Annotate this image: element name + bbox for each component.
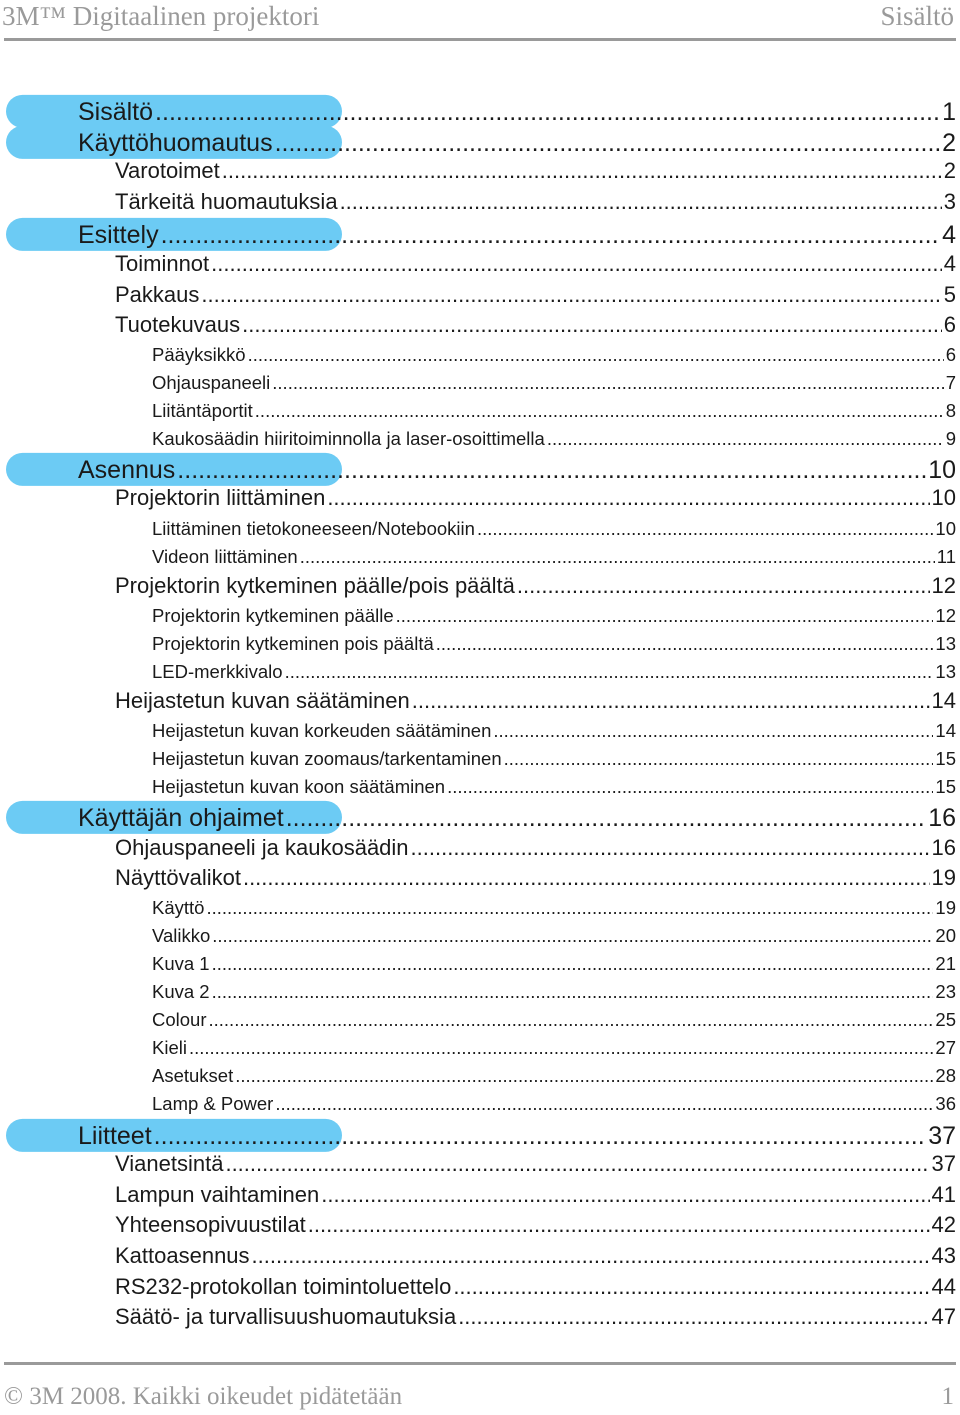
toc-entry-title: Liitteet: [78, 1121, 152, 1150]
toc-section-entry[interactable]: [115, 1182, 956, 1208]
document-title: 3M™ Digitaalinen projektori: [2, 1, 320, 31]
toc-section-entry[interactable]: [115, 189, 956, 215]
toc-page-number: 15: [935, 747, 956, 769]
toc-page-number: 4: [943, 251, 956, 277]
toc-section-entry[interactable]: [115, 1243, 956, 1269]
toc-entry-title: Pääyksikkö: [152, 343, 246, 365]
toc-section-entry[interactable]: [115, 485, 956, 511]
toc-page-number: 14: [935, 719, 956, 741]
toc-page-number: 2: [942, 128, 956, 157]
dot-leader: [300, 546, 935, 568]
dot-leader: [412, 688, 930, 714]
toc-entry-title: Kieli: [152, 1036, 187, 1058]
toc-page-number: 19: [935, 896, 956, 918]
toc-subsection-entry[interactable]: [152, 633, 956, 655]
toc-section-entry[interactable]: [115, 312, 956, 338]
toc-entry-title: Kuva 2: [152, 980, 210, 1002]
toc-section-entry[interactable]: [115, 835, 956, 861]
dot-leader: [285, 661, 934, 683]
toc-page-number: 21: [935, 952, 956, 974]
toc-entry-title: Käyttäjän ohjaimet: [78, 803, 284, 832]
dot-leader: [272, 372, 943, 394]
toc-subsection-entry[interactable]: [152, 546, 956, 568]
toc-page-number: 1: [942, 97, 956, 126]
toc-subsection-entry[interactable]: [152, 981, 956, 1003]
toc-subsection-entry[interactable]: [152, 1093, 956, 1115]
dot-leader: [252, 1243, 930, 1269]
dot-leader: [327, 485, 929, 511]
toc-page-number: 27: [935, 1036, 956, 1058]
dot-leader: [201, 282, 941, 308]
dot-leader: [458, 1304, 929, 1330]
toc-page-number: 41: [931, 1182, 956, 1208]
toc-section-entry[interactable]: [115, 1212, 956, 1238]
toc-page-number: 37: [928, 1121, 956, 1150]
toc-entry-title: Heijastetun kuvan zoomaus/tarkentaminen: [152, 747, 502, 769]
toc-section-entry[interactable]: [115, 573, 956, 599]
toc-page-number: 43: [931, 1243, 956, 1269]
toc-entry-title: LED-merkkivalo: [152, 660, 283, 682]
toc-section-entry[interactable]: [115, 1304, 956, 1330]
toc-chapter-entry[interactable]: [78, 97, 956, 127]
toc-page-number: 10: [931, 485, 956, 511]
toc-entry-title: Lamp & Power: [152, 1092, 274, 1114]
toc-entry-title: Asennus: [78, 455, 176, 484]
toc-section-entry[interactable]: [115, 282, 956, 308]
dot-leader: [517, 573, 930, 599]
toc-page-number: 28: [935, 1064, 956, 1086]
toc-page-number: 10: [935, 517, 956, 539]
dot-leader: [396, 605, 934, 627]
toc-page-number: 14: [931, 688, 956, 714]
toc-entry-title: Sisältö: [78, 97, 154, 126]
dot-leader: [242, 312, 942, 338]
toc-page-number: 42: [931, 1212, 956, 1238]
toc-subsection-entry[interactable]: [152, 720, 956, 742]
toc-entry-title: Heijastetun kuvan korkeuden säätäminen: [152, 719, 492, 741]
toc-page-number: 44: [931, 1274, 956, 1300]
toc-page-number: 9: [945, 427, 956, 449]
dot-leader: [255, 400, 944, 422]
toc-page-number: 16: [931, 835, 956, 861]
toc-entry-title: Heijastetun kuvan säätäminen: [115, 688, 410, 714]
dot-leader: [477, 518, 933, 540]
toc-page-number: 7: [945, 371, 956, 393]
toc-page-number: 36: [935, 1092, 956, 1114]
toc-page-number: 25: [935, 1008, 956, 1030]
toc-entry-title: Yhteensopivuustilat: [115, 1212, 306, 1238]
toc-entry-title: Pakkaus: [115, 282, 200, 308]
toc-entry-title: Kuva 1: [152, 952, 210, 974]
toc-entry-title: Kattoasennus: [115, 1243, 250, 1269]
toc-section-entry[interactable]: [115, 865, 956, 891]
toc-subsection-entry[interactable]: [152, 953, 956, 975]
toc-entry-title: Säätö- ja turvallisuushuomautuksia: [115, 1304, 457, 1330]
dot-leader: [248, 344, 944, 366]
toc-entry-title: Tuotekuvaus: [115, 312, 241, 338]
toc-page-number: 13: [935, 632, 956, 654]
toc-section-entry[interactable]: [115, 251, 956, 277]
section-title: Sisältö: [880, 1, 954, 31]
dot-leader: [189, 1037, 933, 1059]
dot-leader: [212, 925, 933, 947]
header-divider: [4, 38, 956, 41]
copyright-notice: © 3M 2008. Kaikki oikeudet pidätetään: [4, 1383, 403, 1410]
toc-entry-title: Liittäminen tietokoneeseen/Notebookiin: [152, 517, 475, 539]
toc-entry-title: Toiminnot: [115, 251, 210, 277]
dot-leader: [447, 776, 933, 798]
toc-subsection-entry[interactable]: [152, 748, 956, 770]
dot-leader: [493, 720, 933, 742]
dot-leader: [155, 97, 940, 127]
toc-chapter-entry[interactable]: [78, 128, 956, 158]
toc-subsection-entry[interactable]: [152, 897, 956, 919]
page-footer: [0, 1362, 960, 1415]
dot-leader: [275, 128, 941, 158]
toc-entry-title: Kaukosäädin hiiritoiminnolla ja laser-osoittimella: [152, 427, 545, 449]
toc-section-entry[interactable]: [115, 1151, 956, 1177]
dot-leader: [275, 1093, 933, 1115]
toc-subsection-entry[interactable]: [152, 518, 956, 540]
dot-leader: [504, 748, 934, 770]
toc-page-number: 10: [928, 455, 956, 484]
toc-page-number: 12: [931, 573, 956, 599]
toc-entry-title: Vianetsintä: [115, 1151, 224, 1177]
toc-subsection-entry[interactable]: [152, 925, 956, 947]
toc-page-number: 2: [943, 158, 956, 184]
page-header: [0, 0, 960, 42]
toc-chapter-entry[interactable]: [78, 803, 956, 833]
toc-chapter-entry[interactable]: [78, 220, 956, 250]
toc-entry-title: Projektorin liittäminen: [115, 485, 326, 511]
toc-section-entry[interactable]: [115, 1274, 956, 1300]
dot-leader: [547, 428, 944, 450]
dot-leader: [453, 1274, 929, 1300]
dot-leader: [340, 189, 942, 215]
toc-page-number: 47: [931, 1304, 956, 1330]
dot-leader: [161, 220, 941, 250]
toc-page-number: 6: [943, 312, 956, 338]
toc-page-number: 15: [935, 775, 956, 797]
dot-leader: [308, 1212, 930, 1238]
toc-entry-title: Tärkeitä huomautuksia: [115, 189, 338, 215]
dot-leader: [222, 158, 942, 184]
toc-subsection-entry[interactable]: [152, 661, 956, 683]
page-number: 1: [941, 1383, 954, 1410]
toc-chapter-entry[interactable]: [78, 1121, 956, 1151]
toc-subsection-entry[interactable]: [152, 344, 956, 366]
dot-leader: [212, 981, 934, 1003]
toc-entry-title: Liitäntäportit: [152, 399, 253, 421]
toc-entry-title: Ohjauspaneeli ja kaukosäädin: [115, 835, 409, 861]
dot-leader: [286, 803, 927, 833]
dot-leader: [212, 953, 934, 975]
toc-subsection-entry[interactable]: [152, 776, 956, 798]
toc-entry-title: Projektorin kytkeminen päälle/pois päältä: [115, 573, 515, 599]
toc-subsection-entry[interactable]: [152, 372, 956, 394]
toc-page-number: 16: [928, 803, 956, 832]
toc-page-number: 11: [936, 545, 956, 567]
toc-page-number: 8: [945, 399, 956, 421]
toc-entry-title: RS232-protokollan toimintoluettelo: [115, 1274, 452, 1300]
toc-entry-title: Valikko: [152, 924, 211, 946]
toc-page-number: 5: [943, 282, 956, 308]
dot-leader: [243, 865, 930, 891]
toc-subsection-entry[interactable]: [152, 1065, 956, 1087]
toc-page-number: 20: [935, 924, 956, 946]
dot-leader: [411, 835, 930, 861]
toc-section-entry[interactable]: [115, 688, 956, 714]
footer-divider: [4, 1362, 956, 1365]
toc-page-number: 23: [935, 980, 956, 1002]
dot-leader: [211, 251, 942, 277]
toc-subsection-entry[interactable]: [152, 1009, 956, 1031]
toc-subsection-entry[interactable]: [152, 1037, 956, 1059]
toc-entry-title: Colour: [152, 1008, 207, 1030]
toc-entry-title: Esittely: [78, 220, 159, 249]
toc-page-number: 19: [931, 865, 956, 891]
toc-entry-title: Projektorin kytkeminen pois päältä: [152, 632, 434, 654]
toc-entry-title: Projektorin kytkeminen päälle: [152, 604, 394, 626]
dot-leader: [206, 897, 933, 919]
toc-page-number: 37: [931, 1151, 956, 1177]
toc-entry-title: Lampun vaihtaminen: [115, 1182, 320, 1208]
toc-chapter-entry[interactable]: [78, 455, 956, 485]
toc-entry-title: Varotoimet: [115, 158, 220, 184]
toc-entry-title: Videon liittäminen: [152, 545, 298, 567]
toc-entry-title: Asetukset: [152, 1064, 234, 1086]
toc-entry-title: Käyttö: [152, 896, 205, 918]
toc-page-number: 12: [935, 604, 956, 626]
dot-leader: [154, 1121, 927, 1151]
dot-leader: [177, 455, 926, 485]
dot-leader: [436, 633, 934, 655]
toc-page-number: 4: [942, 220, 956, 249]
dot-leader: [235, 1065, 933, 1087]
toc-page-number: 13: [935, 660, 956, 682]
toc-entry-title: Ohjauspaneeli: [152, 371, 271, 393]
toc-entry-title: Näyttövalikot: [115, 865, 241, 891]
toc-page-number: 6: [945, 343, 956, 365]
toc-subsection-entry[interactable]: [152, 400, 956, 422]
toc-entry-title: Heijastetun kuvan koon säätäminen: [152, 775, 446, 797]
toc-entry-title: Käyttöhuomautus: [78, 128, 273, 157]
toc-section-entry[interactable]: [115, 158, 956, 184]
dot-leader: [209, 1009, 934, 1031]
dot-leader: [225, 1151, 929, 1177]
toc-subsection-entry[interactable]: [152, 428, 956, 450]
toc-page-number: 3: [943, 189, 956, 215]
toc-subsection-entry[interactable]: [152, 605, 956, 627]
dot-leader: [321, 1182, 929, 1208]
